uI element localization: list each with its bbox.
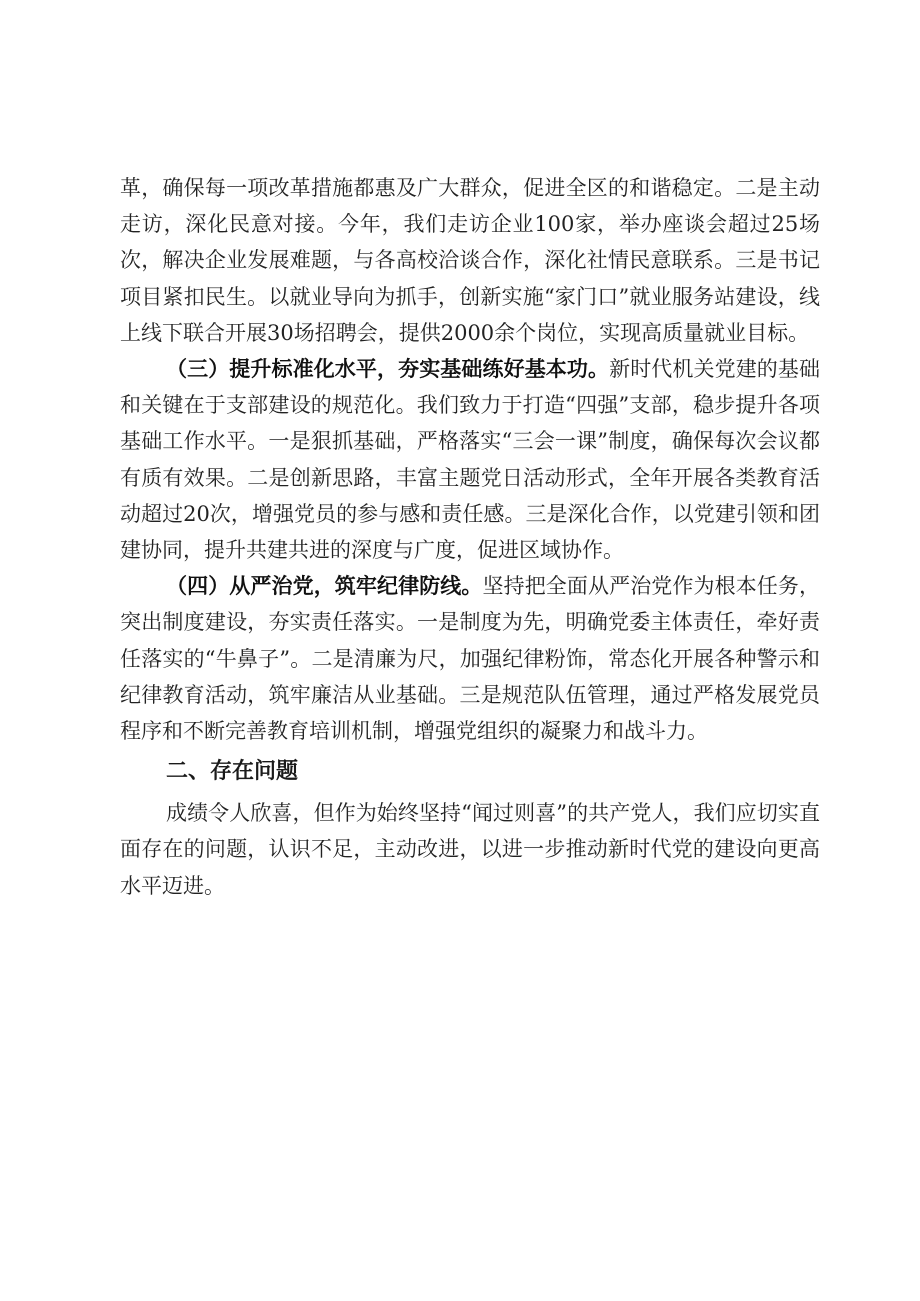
section-3-body: 新时代机关党建的基础和关键在于支部建设的规范化。我们致力于打造“四强”支部，稳步提升各项基础工作水平。一是狠抓基础，严格落实“三会一课”制度，确保每次会议都有质有效果。二是创新思路，丰富主题党日活动形式，全年开展各类教育活动超过20次，增强党员的参与感和责任感。三是深化合作，以党建引领和团建协同，提升共建共进的深度与广度，促进区域协作。 xyxy=(120,357,821,563)
paragraph-continued: 革，确保每一项改革措施都惠及广大群众，促进全区的和谐稳定。二是主动走访，深化民意对接。今年，我们走访企业100家，举办座谈会超过25场次，解决企业发展难题，与各高校洽谈合作，深化社情民意联系。三是书记项目紧扣民生。以就业导向为抓手，创新实施“家门口”就业服务站建设，线上线下联合开展30场招聘会，提供2000余个岗位，实现高质量就业目标。 xyxy=(120,176,820,345)
section-4-paragraph xyxy=(120,568,820,749)
section-3-title: （三）提升标准化水平，夯实基础练好基本功。 xyxy=(166,356,610,382)
section-3-paragraph xyxy=(120,351,820,568)
paragraph-problems-intro: 成绩令人欣喜，但作为始终坚持“闻过则喜”的共产党人，我们应切实直面存在的问题，认识不足，主动改进，以进一步推动新时代党的建设向更高水平迈进。 xyxy=(120,801,820,898)
section-4-title: （四）从严治党，筑牢纪律防线。 xyxy=(166,573,483,599)
section-4-body: 坚持把全面从严治党作为根本任务，突出制度建设，夯实责任落实。一是制度为先，明确党委主体责任，牵好责任落实的“牛鼻子”。二是清廉为尺，加强纪律粉饰，常态化开展各种警示和纪律教育活动，筑牢廉洁从业基础。三是规范队伍管理，通过严格发展党员程序和不断完善教育培训机制，增强党组织的凝聚力和战斗力。 xyxy=(120,574,820,744)
section-heading-problems: 二、存在问题 xyxy=(166,759,299,785)
document-body xyxy=(120,170,820,904)
